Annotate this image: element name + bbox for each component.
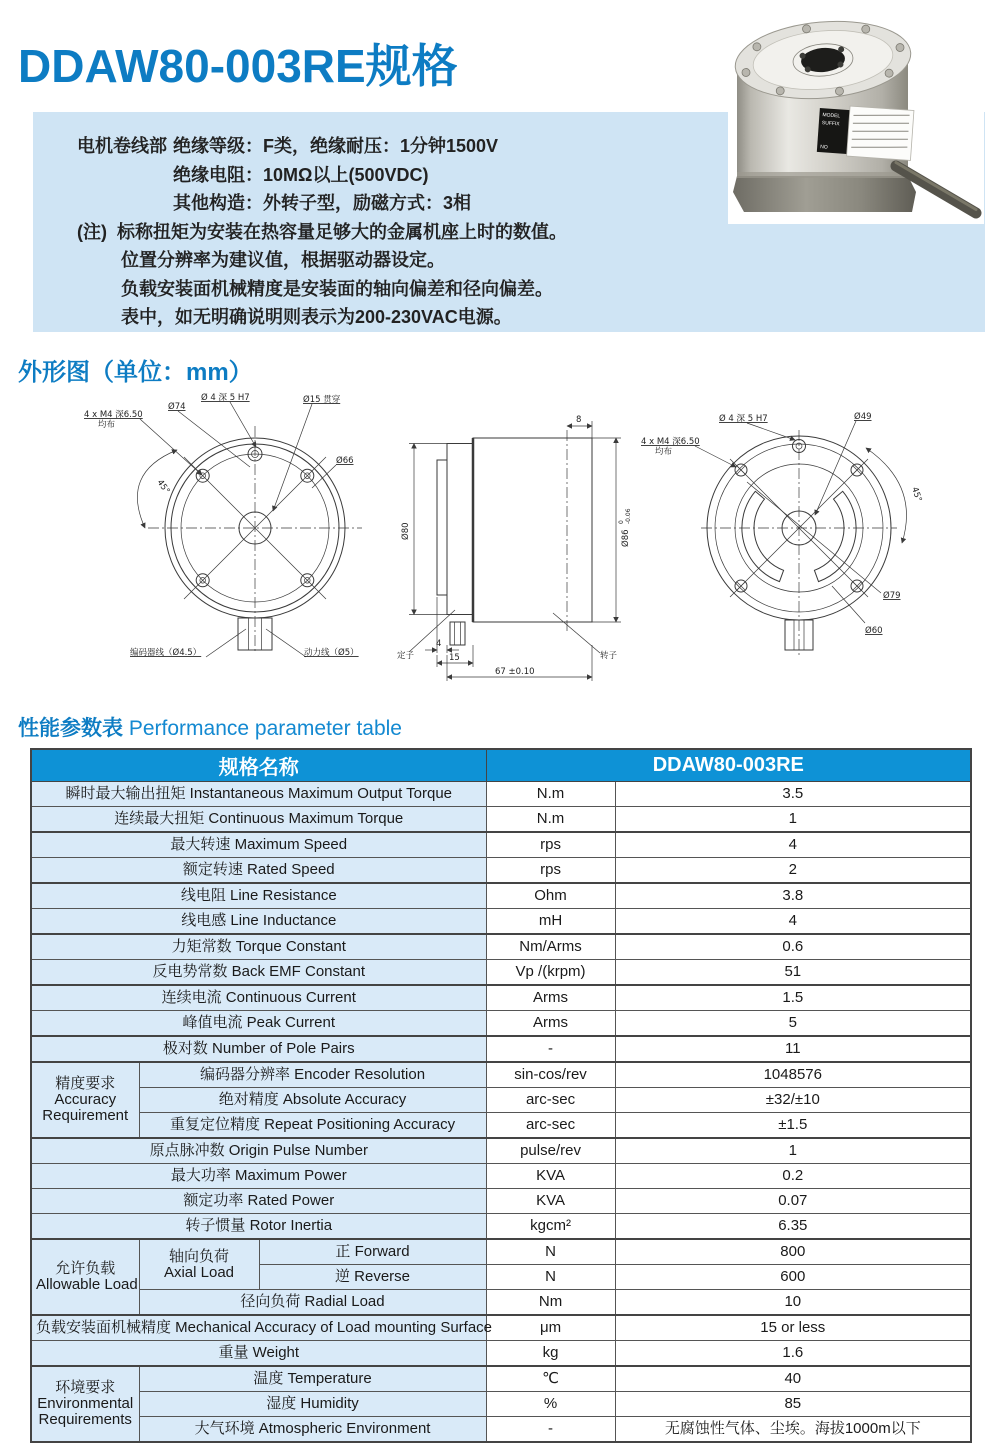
spec-row — [31, 1011, 971, 1037]
param-unit: KVA — [486, 1164, 615, 1189]
side-d86-tol-top: 0 — [618, 520, 625, 524]
param-unit: Arms — [486, 1011, 615, 1037]
param-name: 径向负荷 Radial Load — [139, 1290, 486, 1316]
side-dim15-label: 15 — [449, 653, 460, 663]
rear-angle-label: 45° — [909, 485, 924, 504]
side-dim8-label: 8 — [576, 415, 582, 425]
param-unit: rps — [486, 832, 615, 858]
side-d86-label-group — [618, 508, 632, 547]
product-photo — [728, 6, 984, 224]
param-value: 1 — [615, 807, 971, 833]
param-value: 1.6 — [615, 1341, 971, 1367]
param-value: 4 — [615, 909, 971, 935]
param-name: 温度 Temperature — [139, 1366, 486, 1392]
intro-note-2: 位置分辨率为建议值，根据驱动器设定。 — [121, 250, 445, 270]
spec-row — [31, 1366, 971, 1392]
rear-pin-hole-label: Ø 4 深 5 H7 — [719, 414, 768, 424]
group-label-environment: 环境要求 Environmental Requirements — [31, 1366, 139, 1442]
param-value: 0.6 — [615, 934, 971, 960]
param-unit: Nm — [486, 1290, 615, 1316]
spec-row — [31, 1239, 971, 1265]
param-value: 2 — [615, 858, 971, 884]
param-value: ±32/±10 — [615, 1088, 971, 1113]
param-name: 原点脉冲数 Origin Pulse Number — [31, 1138, 486, 1164]
spec-row — [31, 1290, 971, 1316]
performance-section-title — [18, 712, 402, 742]
performance-title-en: Performance parameter table — [128, 717, 402, 740]
side-dim67-label: 67 ±0.10 — [495, 667, 535, 677]
rear-d79-label: Ø79 — [883, 591, 901, 601]
param-value: 1 — [615, 1138, 971, 1164]
param-unit: arc-sec — [486, 1113, 615, 1139]
performance-title-zh: 性能参数表 — [18, 717, 123, 740]
param-value: 1048576 — [615, 1062, 971, 1088]
performance-table-wrap — [30, 748, 972, 1443]
page-title: DDAW80-003RE规格 — [18, 40, 458, 92]
param-value: 51 — [615, 960, 971, 986]
spec-row — [31, 1138, 971, 1164]
outline-section-title: 外形图（单位：mm） — [18, 359, 253, 386]
param-unit: N — [486, 1265, 615, 1290]
spec-row — [31, 909, 971, 935]
param-value: ±1.5 — [615, 1113, 971, 1139]
front-d15-label: Ø15 贯穿 — [303, 395, 341, 405]
spec-row — [31, 1113, 971, 1139]
front-d66-label: Ø66 — [336, 456, 354, 466]
param-unit: arc-sec — [486, 1088, 615, 1113]
side-d86-tol-bottom: -0.06 — [625, 508, 632, 524]
intro-label: 电机卷线部 — [77, 136, 167, 156]
param-name: 瞬时最大输出扭矩 Instantaneous Maximum Output Torque — [31, 782, 486, 807]
param-unit: mH — [486, 909, 615, 935]
rear-d60-label: Ø60 — [865, 626, 883, 636]
label-suffix-text: SUFFIX — [821, 120, 840, 128]
spec-row — [31, 1062, 971, 1088]
param-value: 0.07 — [615, 1189, 971, 1214]
param-name: 最大功率 Maximum Power — [31, 1164, 486, 1189]
param-unit: sin-cos/rev — [486, 1062, 615, 1088]
param-unit: - — [486, 1036, 615, 1062]
param-name: 线电阻 Line Resistance — [31, 883, 486, 909]
performance-parameter-table — [30, 748, 972, 1443]
intro-note-4: 表中，如无明确说明则表示为200-230VAC电源。 — [121, 307, 512, 327]
rear-bolt-spec-label2: 均布 — [655, 447, 673, 457]
group-label-axial-load: 轴向负荷 Axial Load — [139, 1239, 259, 1290]
spec-row — [31, 960, 971, 986]
param-name: 额定功率 Rated Power — [31, 1189, 486, 1214]
param-value: 40 — [615, 1366, 971, 1392]
param-unit: KVA — [486, 1189, 615, 1214]
param-value: 11 — [615, 1036, 971, 1062]
param-value: 10 — [615, 1290, 971, 1316]
param-unit: kg — [486, 1341, 615, 1367]
param-name: 重量 Weight — [31, 1341, 486, 1367]
param-unit: N.m — [486, 807, 615, 833]
param-name: 大气环境 Atmospheric Environment — [139, 1417, 486, 1443]
param-unit: N — [486, 1239, 615, 1265]
label-no-text: NO — [819, 144, 828, 151]
param-unit: Vp /(krpm) — [486, 960, 615, 986]
side-dim4-label: 4 — [436, 639, 442, 649]
param-name: 逆 Reverse — [259, 1265, 486, 1290]
param-name: 最大转速 Maximum Speed — [31, 832, 486, 858]
front-view-centerlines — [148, 426, 362, 654]
spec-row — [31, 782, 971, 807]
note-label: (注) — [77, 221, 107, 242]
param-unit: % — [486, 1392, 615, 1417]
encoder-cable-label: 编码器线（Ø4.5） — [130, 648, 202, 658]
param-unit: Ohm — [486, 883, 615, 909]
motor-label — [817, 104, 914, 160]
side-d80-label: Ø80 — [401, 522, 411, 540]
param-value: 1.5 — [615, 985, 971, 1011]
param-unit: μm — [486, 1315, 615, 1341]
table-header-row — [31, 749, 971, 782]
spec-row — [31, 883, 971, 909]
front-bolt-spec-label2: 均布 — [98, 420, 116, 430]
param-unit: Arms — [486, 985, 615, 1011]
param-name: 转子惯量 Rotor Inertia — [31, 1214, 486, 1240]
spec-row — [31, 1164, 971, 1189]
motor-photo-illustration — [728, 6, 984, 224]
param-name: 力矩常数 Torque Constant — [31, 934, 486, 960]
param-unit: Nm/Arms — [486, 934, 615, 960]
param-unit: kgcm² — [486, 1214, 615, 1240]
spec-row — [31, 832, 971, 858]
param-name: 重复定位精度 Repeat Positioning Accuracy — [139, 1113, 486, 1139]
front-pin-hole-label: Ø 4 深 5 H7 — [201, 393, 250, 403]
param-unit: ℃ — [486, 1366, 615, 1392]
spec-row — [31, 1417, 971, 1443]
param-value: 3.8 — [615, 883, 971, 909]
param-name: 正 Forward — [259, 1239, 486, 1265]
side-d86-label: Ø86 — [621, 529, 631, 547]
param-unit: pulse/rev — [486, 1138, 615, 1164]
rear-d49-label: Ø49 — [854, 412, 872, 422]
param-value: 800 — [615, 1239, 971, 1265]
param-value: 0.2 — [615, 1164, 971, 1189]
header-model: DDAW80-003RE — [486, 749, 971, 782]
param-value: 3.5 — [615, 782, 971, 807]
header-spec-name: 规格名称 — [31, 749, 486, 782]
front-d74-label: Ø74 — [168, 402, 186, 412]
group-label-allowable-load: 允许负载 Allowable Load — [31, 1239, 139, 1315]
spec-row — [31, 807, 971, 833]
note-text-1: 标称扭矩为安装在热容量足够大的金属机座上时的数值。 — [117, 221, 567, 242]
side-view-outline — [437, 430, 592, 645]
side-view-drawing — [395, 395, 645, 705]
intro-note-3: 负载安装面机械精度是安装面的轴向偏差和径向偏差。 — [121, 278, 553, 299]
param-name: 极对数 Number of Pole Pairs — [31, 1036, 486, 1062]
front-angle-label: 45° — [154, 477, 172, 497]
spec-row — [31, 1189, 971, 1214]
param-value: 600 — [615, 1265, 971, 1290]
param-unit: - — [486, 1417, 615, 1443]
param-name: 编码器分辨率 Encoder Resolution — [139, 1062, 486, 1088]
param-name: 峰值电流 Peak Current — [31, 1011, 486, 1037]
rear-view-dimension-leaders — [695, 421, 907, 623]
param-value: 5 — [615, 1011, 971, 1037]
spec-row — [31, 1214, 971, 1240]
param-name: 连续电流 Continuous Current — [31, 985, 486, 1011]
spec-row — [31, 858, 971, 884]
rotor-label: 转子 — [600, 651, 618, 661]
stator-label: 定子 — [397, 651, 415, 661]
param-value: 无腐蚀性气体、尘埃。海拔1000m以下 — [615, 1417, 971, 1443]
side-view-labels — [397, 415, 632, 677]
param-unit: rps — [486, 858, 615, 884]
label-model-text: MODEL — [822, 112, 841, 120]
front-bolt-spec-label: 4 x M4 深6.50 — [84, 410, 143, 420]
spec-row — [31, 1341, 971, 1367]
param-unit: N.m — [486, 782, 615, 807]
front-view-labels — [84, 392, 359, 658]
param-value: 4 — [615, 832, 971, 858]
param-name: 湿度 Humidity — [139, 1392, 486, 1417]
param-value: 85 — [615, 1392, 971, 1417]
rear-bolt-spec-label: 4 x M4 深6.50 — [641, 437, 700, 447]
rear-view-drawing — [635, 390, 965, 675]
param-name: 负载安装面机械精度 Mechanical Accuracy of Load mounting Surface — [31, 1315, 486, 1341]
spec-row — [31, 934, 971, 960]
group-label-accuracy: 精度要求 Accuracy Requirement — [31, 1062, 139, 1138]
spec-row — [31, 1036, 971, 1062]
spec-row — [31, 1088, 971, 1113]
param-name: 额定转速 Rated Speed — [31, 858, 486, 884]
param-value: 6.35 — [615, 1214, 971, 1240]
front-view-drawing — [60, 388, 400, 680]
param-name: 线电感 Line Inductance — [31, 909, 486, 935]
param-name: 连续最大扭矩 Continuous Maximum Torque — [31, 807, 486, 833]
param-value: 15 or less — [615, 1315, 971, 1341]
intro-insulation-class: 绝缘等级：F类，绝缘耐压：1分钟1500V — [173, 136, 499, 156]
param-name: 反电势常数 Back EMF Constant — [31, 960, 486, 986]
param-name: 绝对精度 Absolute Accuracy — [139, 1088, 486, 1113]
intro-structure: 其他构造：外转子型，励磁方式：3相 — [173, 193, 472, 213]
spec-row — [31, 1392, 971, 1417]
spec-row — [31, 985, 971, 1011]
power-cable-label: 动力线（Ø5） — [304, 648, 359, 658]
spec-row — [31, 1315, 971, 1341]
intro-insulation-resistance: 绝缘电阻：10MΩ以上(500VDC) — [173, 164, 429, 185]
